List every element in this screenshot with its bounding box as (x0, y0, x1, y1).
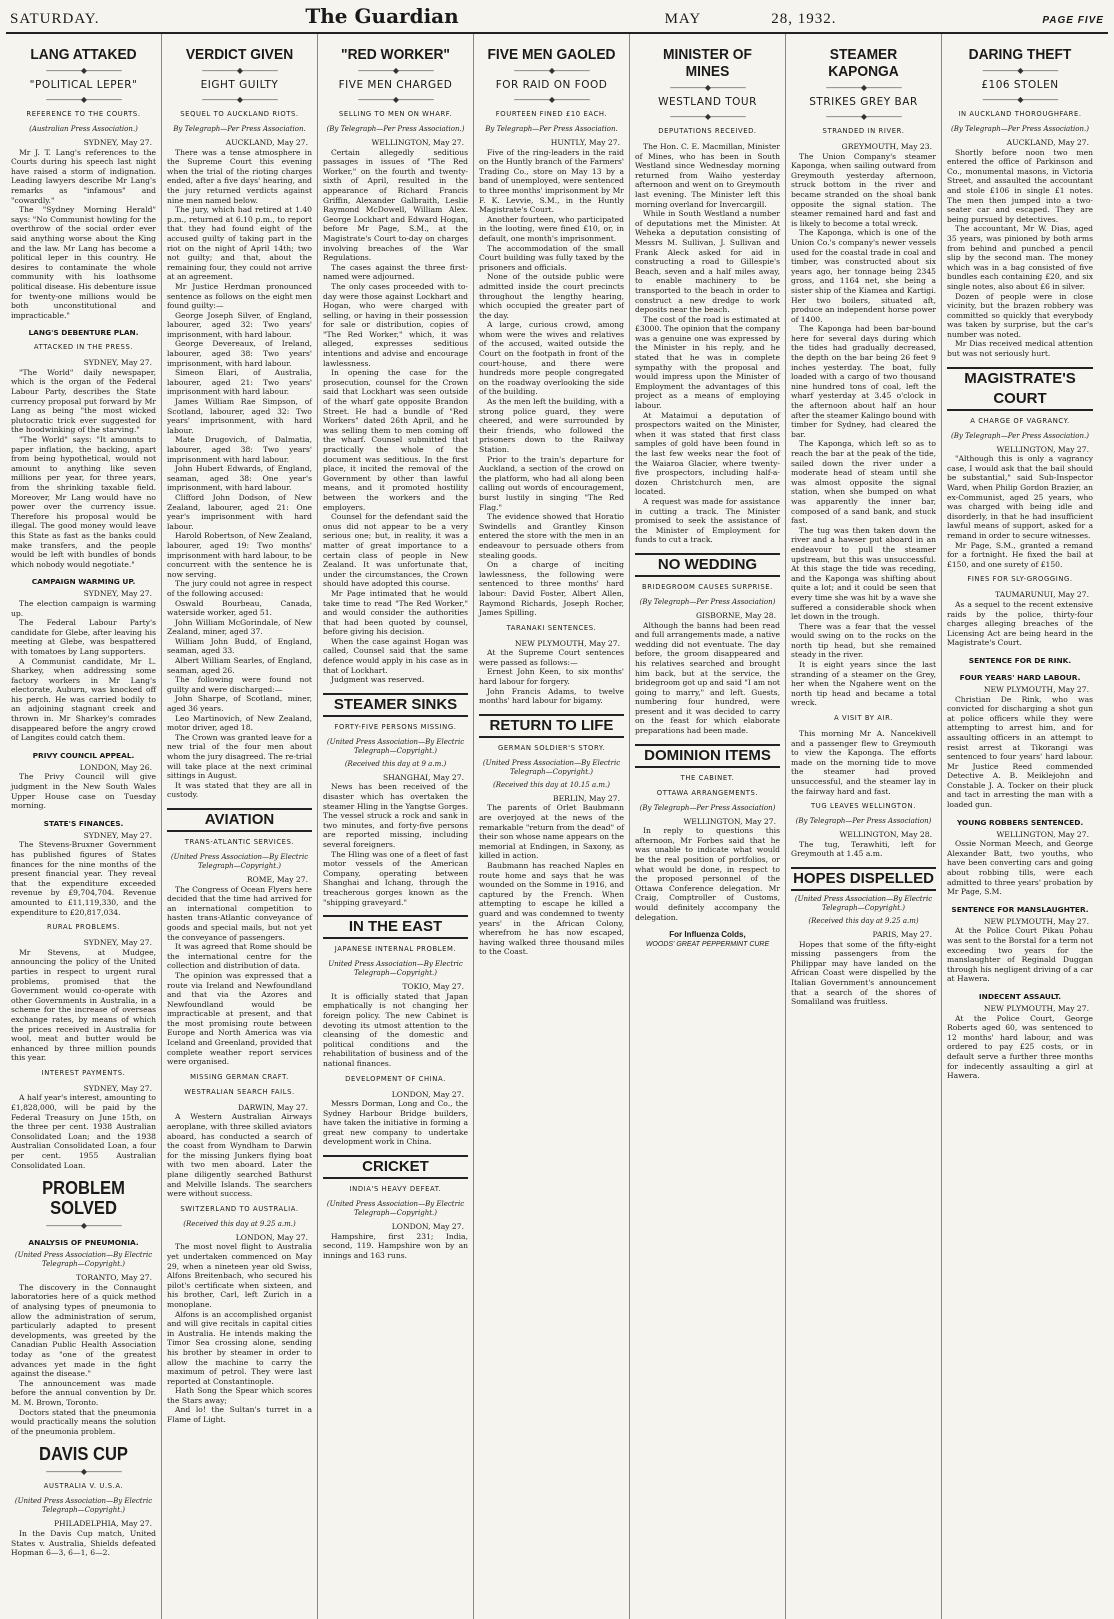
section-heading: SWITZERLAND TO AUSTRALIA. (180, 1204, 299, 1213)
ornament-rule (947, 96, 1093, 104)
dateline: AUCKLAND, May 27. (1006, 138, 1089, 147)
paragraph: James William Rae Simpson, of Scotland, labourer, aged 32: Two years' imprisonment, with hard labour. (167, 397, 312, 435)
paragraph: Ossie Norman Meech, and George Alexander Batt, two youths, who have been converting cars and going about robbing tills, were each admitted to three years' probation by Mr Page, S.M. (947, 839, 1093, 897)
paragraph: In the Davis Cup match, United States v. Australia, Shields defeated Hopman 6—3, 6—1, 6—2. (11, 1528, 156, 1558)
dateline: NEW PLYMOUTH, May 27. (983, 916, 1089, 926)
paragraph: Ernest John Keen, to six months' hard labour for forgery. (479, 667, 624, 687)
dateline: NEW PLYMOUTH, May 27. (983, 1003, 1089, 1013)
paragraph: It is eight years since the last stranding of a steamer on the Grey, her when the Ngahere went on the north tip head and became a total wreck. (791, 660, 936, 708)
bold-heading: LANG'S DEBENTURE PLAN. (28, 328, 139, 338)
paragraph: The announcement was made before the annual convention by Dr. M. M. Brown, Toronto. (11, 1378, 156, 1407)
dateline: TORANTO, May 27. (76, 1273, 152, 1283)
paragraph: Oswald Bourbeau, Canada, waterside worker, aged 51. (167, 598, 312, 618)
bold-heading: CAMPAIGN WARMING UP. (31, 577, 136, 587)
paragraph: The discovery in the Connaught laboratories here of a quick method of analysing types of pneumonia to allow the administration of serum, particularly adapted to present developments, was greeted by the Canadian Public Health Association today as "one of the greatest advances yet made in the fight against the disease." (11, 1282, 156, 1379)
bold-heading: STATE'S FINANCES. (43, 818, 124, 828)
paragraph: Hath Song the Spear which scores the Stars away; (167, 1386, 312, 1405)
paragraph: The Stevens-Bruxner Government has published figures of States finances for the nine months of the present financial year. They reveal that the expenditure exceeded revenue by £9,704,704. Revenue amounted to £11,119,330, and the expenditure to £20,817,034. (11, 840, 156, 917)
paragraph: News has been received of the disaster which has overtaken the steamer Hling in the Yangtse Gorges. The vessel struck a rock and sank in two minutes, and forty-five persons are reported missing, including several foreigners. (323, 782, 468, 849)
press-credit: (By Telegraph—Per Press Association.) (326, 125, 465, 133)
paragraph: When the case against Hogan was called, Counsel said that the same defence would apply in his case as in that of Lockhart. (323, 636, 468, 675)
paragraph: In reply to questions this afternoon, Mr Forbes said that he was unable to indicate what would be the real position of portfolios, or what would be done, in respect to the proposed personnel of the Ottawa Conference delegation. Mr Craig, Comptroller of Customs, would definitely accompany the delegation. (635, 826, 780, 922)
boxed-headline: STEAMER SINKS (323, 693, 468, 717)
press-credit: (United Press Association—By Electric Telegraph—Copyright.) (326, 1200, 465, 1218)
ornament-rule (947, 67, 1093, 75)
paragraph: Harold Robertson, of New Zealand, labourer, aged 19: Two months' imprisonment with hard labour, to be concurrent with the sentence he is now serving. (167, 531, 312, 579)
boxed-headline: RETURN TO LIFE (479, 714, 624, 738)
paragraph: It was stated that they are all in custody. (167, 780, 312, 800)
paragraph: The Kaponga, which left so as to reach the bar at the peak of the tide, sailed down the river under a moderate head of steam until she was almost opposite the signal station, when she bumped on what was apparently the inner bar, composed of a sand bank, and stuck fast. (791, 439, 936, 526)
ornament-rule (323, 67, 468, 75)
ornament-rule (167, 96, 312, 104)
paragraph: On a charge of inciting lawlessness, the following were sentenced to three months' hard labour: David Foster, Albert Allen, Raymond Richards, Joseph Rocher, James Spilling. (479, 560, 624, 618)
press-credit: (Australian Press Association.) (29, 125, 138, 133)
bold-heading: PRIVY COUNCIL APPEAL. (32, 750, 135, 760)
section-heading: DEVELOPMENT OF CHINA. (345, 1074, 446, 1083)
ornament-rule (167, 67, 312, 75)
section-heading: BRIDEGROOM CAUSES SURPRISE. (642, 582, 773, 591)
headline: MINISTER OF MINES (663, 46, 752, 80)
dateline: SYDNEY, May 27. (83, 358, 152, 368)
section-heading: SEQUEL TO AUCKLAND RIOTS. (180, 110, 299, 118)
section-heading: INTEREST PAYMENTS. (41, 1068, 126, 1077)
dateline: PARIS, May 27. (872, 929, 932, 939)
bold-heading: ANALYSIS OF PNEUMONIA. (28, 1238, 139, 1248)
paragraph: The Crown was granted leave for a new trial of the four men about whom the jury disagreed. The re-trial will take place at the next criminal sittings in August. (167, 732, 312, 781)
paragraph: At Mataimui a deputation of prospectors waited on the Minister, when it was stated that first class samples of gold have been found in the last few weeks near the foot of the Waiaroa Glacier, where twenty-five prospectors, including half-a-dozen Christchurch men, are located. (635, 410, 780, 497)
bold-heading: INDECENT ASSAULT. (978, 991, 1062, 1001)
column-4 (474, 34, 630, 1619)
headline: DAVIS CUP (39, 1444, 128, 1465)
section-heading: A CHARGE OF VAGRANCY. (970, 416, 1070, 425)
paragraph: At the Police Court, George Roberts aged 60, was sentenced to 12 months' hard labour, and was ordered to pay £25 costs, or in default serve a further three months for indecently assaulting a girl at Hawera. (947, 1013, 1093, 1081)
column-7 (942, 34, 1098, 1619)
paragraph: The Hon. C. E. Macmillan, Minister of Mines, who has been in South Westland since Wednesday morning returned from Waiho yesterday afternoon and went on to Greymouth last evening. The Minister left this morning overland for Invercargill. (635, 142, 780, 209)
boxed-headline: AVIATION (167, 808, 312, 832)
section-heading: IN AUCKLAND THOROUGHFARE. (958, 110, 1082, 118)
ornament-rule (635, 113, 780, 121)
paragraph: None of the outside public were admitted inside the court precincts throughout the lengthy hearing, which occupied the greater part of the day. (479, 272, 624, 320)
section-heading: MISSING GERMAN CRAFT. (190, 1072, 289, 1081)
paragraph: Hopes that some of the fifty-eight missing passengers from the Philippar may have landed on the African Coast were dispelled by the Italian Government's announcement that a search of the shores of Somaliland was fruitless. (791, 939, 936, 1007)
paragraph: Counsel for the defendant said the onus did not appear to be a very serious one; but, in reality, it was a matter of great importance to a certain class of people in New Zealand. It was unfortunate that, under the circumstances, the Crown should have adopted this course. (323, 512, 468, 589)
paragraph: Dozen of people were in close vicinity, but the brazen robbery was committed so quickly that everybody was taken by surprise, but the car's number was noted. (947, 291, 1093, 339)
dateline: GISBORNE, May 28. (695, 610, 776, 620)
dateline: SYDNEY, May 27. (83, 589, 152, 599)
dateline: ROME, May 27. (246, 874, 308, 884)
column-2 (162, 34, 318, 1619)
paragraph: Shortly before noon two men entered the office of Parkinson and Co., monumental masons, in Victoria Street, and assaulted the accountant and stole £106 in single £1 notes. The men then jumped into a two-seater car and escaped. They are being pursued by detectives. (947, 147, 1093, 224)
bold-heading: SENTENCE FOR MANSLAUGHTER. (951, 904, 1089, 914)
paragraph: Simeon Elari, of Australia, labourer, aged 21: Two years' imprisonment with hard labour. (167, 368, 312, 397)
paragraph: Another fourteen, who participated in the looting, were fined £10, or, in default, one month's imprisonment. (479, 214, 624, 243)
paragraph: The "Sydney Morning Herald" says: "No Communist howling for the overthrow of the social order ever said anything worse about the King and the law. Mr Lang has become a political leper in this country. He desires to contaminate the whole community with his loathsome political disease. His debenture issue for twenty-one millions would be both unconstitutional and impracticable." (11, 205, 156, 320)
paragraph: John Francis Adams, to twelve months' hard labour for bigamy. (479, 686, 624, 706)
column-3 (318, 34, 474, 1619)
columns-container (6, 34, 1108, 1619)
dateline: NEW PLYMOUTH, May 27. (514, 638, 620, 648)
press-credit: (United Press Association—By Electric Telegraph—Copyright.) (14, 1497, 153, 1515)
paragraph: A large, curious crowd, among whom were the wives and relatives of the accused, waited outside the Court on the footpath in front of the court-house, and there were hundreds more people congregated on the roadway overlooking the side of the building. (479, 320, 624, 397)
press-credit: (United Press Association—By Electric Telegraph—Copyright.) (482, 758, 621, 776)
paragraph: "The World" says: "It amounts to paper inflation, the backing, apart from being hypothetical, would not amount to anything like seven millions per year, for three years, from the shrinking taxable field. Moreover, Mr Lang would have no power over the currency issue. Therefore his proposal would be illegal. The good money would leave this State as fast as the banks could make transfers, and the people would be left with bundles of bonds which nobody would negotiate." (11, 435, 156, 569)
paragraph: "The World" daily newspaper, which is the organ of the Federal Labour Party, describes the State currency proposal put forward by Mr Lang as being "the most wicked plutocratic trick ever suggested for the hoodwinking of the starving." (11, 367, 156, 435)
subheadline: WESTLAND TOUR (658, 96, 757, 108)
section-heading: GERMAN SOLDIER'S STORY. (498, 743, 605, 752)
headline: PROBLEM SOLVED (42, 1178, 125, 1219)
press-credit: (By Telegraph—Per Press Association) (639, 803, 776, 812)
section-heading: WESTRALIAN SEARCH FAILS. (184, 1087, 295, 1096)
paragraph: "Although this is only a vagrancy case, I would ask that the bail should be substantial," said Sub-Inspector Ward, when Philip Gordon Brazier, an ex-Communist, aged 25 years, who was charged with being idle and disorderly, in that he had insufficient lawful means of support, asked for a remand in order to secure witnesses. (947, 454, 1093, 540)
paragraph: The only cases proceeded with to-day were those against Lockhart and Hogan, who were charged with selling, or having in their possession for sale or distribution, copies of "The Red Worker," which, it was alleged, expresses seditious intentions and advise and encourage lawlessness. (323, 281, 468, 368)
section-heading: SELLING TO MEN ON WHARF. (339, 110, 452, 118)
paragraph: The tug was then taken down the river and a hawser put aboard in an endeavour to pull the steamer upstream, but this was unsuccessful. At this stage the tide was receding, and the Kaponga was shifting about quite a lot; and it could be seen that every time she was hit by a wave she suffered a considerable shock when let down in the trough. (791, 525, 936, 622)
bold-heading: SENTENCE FOR DE RINK. (968, 655, 1072, 665)
bold-heading: FOUR YEARS' HARD LABOUR. (959, 672, 1081, 682)
ornament-rule (11, 67, 156, 75)
paragraph: A request was made for assistance in cutting a track. The Minister promised to seek the assistance of the Minister of Employment for funds to cut a track. (635, 496, 780, 545)
section-heading: A VISIT BY AIR. (834, 714, 893, 723)
paragraph: Judgment was reserved. (331, 675, 425, 685)
press-credit: (By Telegraph—Per Press Association.) (951, 431, 1089, 440)
ornament-rule (11, 1468, 156, 1476)
paragraph: Hampshire, first 231; India, second, 119. Hampshire won by an innings and 163 runs. (323, 1231, 468, 1260)
paragraph: The Hling was one of a fleet of fast motor vessels of the American Company, operating between Shanghai and Ichang, through the treacherous gorges known as the "shipping graveyard." (323, 849, 468, 907)
paragraph: Prior to the train's departure for Auckland, a section of the crowd on the platform, who had all along been calling out words of encouragement, burst lustily in singing "The Red Flag." (479, 454, 624, 512)
press-credit: United Press Association—By Electric Telegraph—Copyright.) (328, 960, 463, 978)
press-credit: (By Telegraph—Per Press Association) (795, 817, 932, 826)
bold-heading: YOUNG ROBBERS SENTENCED. (956, 817, 1084, 827)
paragraph: Messrs Dorman, Long and Co., the Sydney Harbour Bridge builders, have taken the initiative in forming a great new company to undertake development work in China. (323, 1099, 468, 1147)
dateline: LONDON, May 27. (391, 1089, 464, 1099)
section-heading: INDIA'S HEAVY DEFEAT. (349, 1185, 442, 1194)
subheadline: FIVE MEN CHARGED (338, 79, 453, 91)
masthead (6, 4, 1108, 34)
ornament-rule (791, 84, 936, 92)
paragraph: And lo! the Sultan's turret in a Flame of Light. (167, 1405, 312, 1425)
ad-line: For Influenza Colds, (669, 930, 746, 940)
subheadline: "POLITICAL LEPER" (29, 79, 138, 91)
press-credit: (United Press Association—By Electric Telegraph—Copyright.) (794, 894, 933, 912)
paragraph: A half year's interest, amounting to £1,828,000, will be paid by the Federal Treasury on June 15th, on the three per cent. 1938 Australian Consolidated Loan; and the 1938 Australian Consolidated Loan, a four per cent. 1955 Australian Consolidated Loan. (11, 1093, 156, 1170)
headline: FIVE MEN GAOLED (487, 46, 616, 63)
press-credit: (Received this day at 9.25 a.m.) (183, 1219, 296, 1228)
paragraph: The evidence showed that Horatio Swindells and Grantley Kinson entered the store with the men in an endeavour to persuade others from stealing goods. (479, 512, 624, 560)
ornament-rule (635, 84, 780, 92)
press-credit: (Received this day at 9 a.m.) (344, 759, 447, 768)
paragraph: While in South Westland a number of deputations met the Minister. At Weheka a deputation consisting of Messrs M. Sullivan, J. Sullivan and Frank Aleck asked for aid in constructing a road to Gillespie's Beach, seven and a half miles away, to enable machinery to be transported to the beach in order to construct a new dredge to work deposits near the beach. (635, 209, 780, 315)
paragraph: Mr J. T. Lang's references to the Courts during his speech last night have raised a storm of indignation. Leading lawyers describe Mr Lang's remarks as "infamous" and "cowardly." (11, 147, 156, 205)
paragraph: A Western Australian Airways aeroplane, with three skilled aviators aboard, has conducted a search of the coast from Wyndham to Darwin for the missing Junkers flying boat with two men aboard. Later the plane diligently searched Bathurst and Melville Islands. The searchers were without success. (167, 1112, 312, 1199)
section-heading: FOURTEEN FINED £10 EACH. (495, 110, 608, 118)
paragraph: The Congress of Ocean Flyers here decided that the time had arrived for an international competition to hasten trans-Atlantic conveyance of goods and special mails, but not yet the conveyance of passengers. (167, 884, 312, 942)
headline: LANG ATTAKED (30, 46, 137, 63)
paragraph: George Devereaux, of Ireland, labourer, aged 38: Two years' imprisonment, with hard labour. (167, 339, 312, 368)
paragraph: The following were found not guilty and were discharged:— (167, 675, 312, 694)
masthead-date: 28, 1932. (771, 11, 837, 27)
masthead-title: The Guardian (305, 4, 459, 28)
masthead-day: SATURDAY. (10, 11, 100, 27)
paragraph: The election campaign is warming up. (11, 598, 156, 618)
headline: VERDICT GIVEN (185, 46, 294, 63)
paragraph: Five of the ring-leaders in the raid on the Huntly branch of the Farmers' Trading Co., store on May 13 by a band of unemployed, were sentenced to three months' imprisonment by Mr F. K. Levvie, S.M., in the Huntly Magistrate's Court. (479, 147, 624, 215)
column-5 (630, 34, 786, 1619)
paragraph: Mr Dias received medical attention but was not seriously hurt. (947, 339, 1093, 359)
ornament-rule (323, 96, 468, 104)
dateline: TOKIO, May 27. (402, 982, 464, 992)
section-heading: OTTAWA ARRANGEMENTS. (656, 788, 759, 797)
paragraph: Mr Justice Herdman pronounced sentence as follows on the eight men found guilty:— (167, 281, 312, 311)
paragraph: A Communist candidate, Mr L. Sharkey, when addressing some factory workers in Mr Lang's electorate, Auburn, was knocked off his perch. He was carried bodily to an adjoining stagnant creek and thrown in. Mr Sharkey's comrades disappeared before the angry crowd of Langites could catch them. (11, 656, 156, 743)
paragraph: John Hubert Edwards, of England, seaman, aged 38: One year's imprisonment, with hard labour. (167, 464, 312, 493)
boxed-headline: MAGISTRATE'S COURT (947, 367, 1093, 411)
paragraph: Mr Page intimated that he would take time to read "The Red Worker," and would consider the authorities that had been quoted by counsel, before giving his decision. (323, 588, 468, 637)
paragraph: Certain allegedly seditious passages in issues of "The Red Worker," on the fourth and twenty-sixth of April, resulted in the appearance of Richard Francis Griffin, Alexander Galbraith, Leslie Raymond McDowell, William Alex. George Lockhart and Edward Hogan, before Mr Page, S.M., at the Magistrate's Court to-day on charges involving breaches of the War Regulations. (323, 147, 468, 263)
dateline: SHANGHAI, May 27. (382, 772, 464, 782)
paragraph: The Federal Labour Party's candidate for Glebe, after leaving his meeting at Glebe, was bespattered with tomatoes by Lang supporters. (11, 618, 156, 656)
boxed-headline: DOMINION ITEMS (635, 744, 780, 768)
dateline: TAUMARUNUI, May 27. (995, 590, 1089, 600)
dateline: LONDON, May 27. (391, 1222, 464, 1232)
paragraph: The jury could not agree in respect of the following accused: (167, 579, 312, 598)
dateline: AUCKLAND, May 27. (225, 138, 308, 147)
paragraph: Alfons is an accomplished organist and will give recitals in capital cities in Australia. He intends making the Timor Sea crossing alone, sending his brother by steamer in order to allow the machine to carry the maximum of petrol. They were last reported at Constantinople. (167, 1309, 312, 1386)
paragraph: The Kaponga had been bar-bound here for several days during which the tides had gradually decreased, the depth on the bar being 26 feet 9 inches yesterday. The boat, fully loaded with a cargo of two thousand nine hundred tons of coal, left the wharf yesterday at 3.45 o'clock in the afternoon about half an hour after the steamer Kalingo bound with timber for Sydney, had cleared the bar. (791, 324, 936, 439)
paragraph: In opening the case for the prosecution, counsel for the Crown said that Lockhart was seen outside of the wharf gate opposite Brandon Street. He had a bundle of "Red Workers" dated 26th April, and he was selling them to men coming off the wharf. Counsel submitted that practically the whole of the document was seditious. In the first place, it incited the removal of the Government by other than lawful means, and it promoted hostility between the workers and the employers. (323, 368, 468, 512)
paragraph: Although the banns had been read and full arrangements made, a native wedding did not eventuate. The day before, the groom disappeared and his relatives searched and brought him back, but at the service, the bridegroom got up and said "I am not going to marry," and left. Guests, numbering four hundred, were present and it was decided to carry on the feast for which elaborate preparations had been made. (635, 620, 780, 736)
paragraph: Albert William Searles, of England, seaman, aged 26. (167, 656, 312, 675)
dateline: NEW PLYMOUTH, May 27. (983, 684, 1089, 694)
boxed-headline: IN THE EAST (323, 915, 468, 939)
press-credit: (Received this day at 9.25 a.m) (808, 916, 919, 925)
boxed-headline: NO WEDDING (635, 553, 780, 577)
column-6 (786, 34, 942, 1619)
paragraph: This morning Mr A. Nancekivell and a passenger flew to Greymouth to view the Kaponga. The efforts made on the morning tide to move the steamer had proved unsuccessful, and the steamer lay in the fairway hard and fast. (791, 729, 936, 796)
paragraph: As a sequel to the recent extensive raids by the police, thirty-four charges alleging breaches of the Licensing Act are being heard in the Magistrate's Court. (947, 599, 1093, 648)
paragraph: George Joseph Silver, of England, labourer, aged 32: Two years' imprisonment, with hard labour. (167, 310, 312, 339)
paragraph: The tug, Terawhiti, left for Greymouth at 1.45 a.m. (791, 839, 936, 859)
press-credit: (United Press Association—By Electric Telegraph—Copyright.) (170, 852, 309, 870)
dateline: WELLINGTON, May 27. (996, 444, 1089, 454)
dateline: WELLINGTON, May 27. (371, 138, 464, 147)
dateline: LONDON, May 27. (235, 1232, 308, 1242)
paragraph: The Union Company's steamer Kaponga, when sailing outward from Greymouth yesterday afternoon, struck bottom in the river and became stranded on the shoal bank opposite the signal station. The steamer remained hard and fast and is likely to become a total wreck. (791, 151, 936, 228)
paragraph: At the Supreme Court sentences were passed as follows:— (479, 648, 624, 667)
paragraph: The accommodation of the small Court building was fully taxed by the prisoners and officials. (479, 243, 624, 272)
section-heading: TARANAKI SENTENCES. (506, 623, 597, 632)
ad-product-name: WOODS' GREAT PEPPERMINT CURE (645, 940, 770, 948)
press-credit: (United Press Association—By Electric Telegraph—Copyright.) (326, 737, 465, 755)
paragraph: Mr Stevens, at Mudgee, announcing the policy of the United parties in respect to urgent rural problems, promised that the Government would co-operate with other Governments in Australia, in a scheme for the increase of overseas exchange rates, by means of which the prices received in Australia for wool, meat and butter would be enhanced by three million pounds this year. (11, 947, 156, 1063)
paragraph: The cost of the road is estimated at £3000. The opinion that the company was a genuine one was expressed by the Minister in his reply, and he stated that he was in complete sympathy with the proposal and would impress upon the Minister of Employment the advantages of this project as a means of employing labour. (635, 314, 780, 411)
ornament-rule (11, 96, 156, 104)
paragraph: Mr Page, S.M., granted a remand for a fortnight. He fixed the bail at £150, and one surety of £150. (947, 540, 1093, 569)
section-heading: TRANS-ATLANTIC SERVICES. (184, 837, 295, 846)
paragraph: The Kaponga, which is one of the Union Co.'s company's newer vessels used for the coastal trade in coal and timber, was constructed about six years ago, her tonnage being 2345 gross, and 1164 net, she being a sister ship of the Kiamea and Kartigi. Her two boilers, situated aft, produce an independent horse power of 1400. (791, 228, 936, 324)
dateline: SYDNEY, May 27. (83, 1083, 152, 1093)
headline: STEAMER KAPONGA (828, 46, 899, 80)
masthead-month: MAY (664, 11, 702, 27)
dateline: WELLINGTON, May 27. (683, 816, 776, 826)
dateline: DARWIN, May 27. (238, 1102, 308, 1112)
press-credit: By Telegraph—Per Press Association. (173, 125, 306, 133)
paragraph: The opinion was expressed that a route via Ireland and Newfoundland and that via the Azores and Newfoundland would be impracticable at present, and that the most promising route between Europe and North America was via Iceland and Greenland, provided that complete weather report services were organised. (167, 970, 312, 1067)
section-heading: DEPUTATIONS RECEIVED. (658, 127, 757, 135)
subheadline: FOR RAID ON FOOD (495, 79, 608, 91)
paragraph: The cases against the three first-named were adjourned. (323, 262, 468, 282)
paragraph: The Privy Council will give judgment in the New South Wales Upper House case on Tuesday morning. (11, 772, 156, 811)
press-credit: (United Press Association—By Electric Telegraph—Copyright.) (14, 1251, 153, 1269)
ornament-rule (11, 1222, 156, 1230)
dateline: GREYMOUTH, May 23. (841, 142, 932, 151)
subheadline: EIGHT GUILTY (200, 79, 279, 91)
dateline: SYDNEY, May 27. (83, 138, 152, 147)
section-heading: AUSTRALIA V. U.S.A. (43, 1482, 124, 1491)
headline: "RED WORKER" (341, 46, 450, 63)
section-heading: REFERENCE TO THE COURTS. (26, 110, 141, 118)
press-credit: (By Telegraph—Per Press Association) (639, 597, 776, 606)
section-heading: STRANDED IN RIVER. (822, 127, 905, 135)
paragraph: There was a tense atmosphere in the Supreme Court this evening when the trial of the rioting charges ended, after a five days' hearing, and the jury returned verdicts against nine men named below. (167, 147, 312, 205)
ornament-rule (791, 113, 936, 121)
press-credit: (Received this day at 10.15 a.m.) (493, 780, 610, 789)
masthead-date-group (665, 11, 837, 28)
paragraph: Christian De Rink, who was convicted for discharging a shot gun at police officers while they were attempting to arrest him, and for assaulting officers in an attempt to resist arrest at Tikorangi was sentenced to four years' hard labour. Mr Justice Reed commended Detective A. B. Meiklejohn and Constable J. A. Tocker on their pluck and tact in arresting the man with a loaded gun. (947, 694, 1093, 810)
dateline: WELLINGTON, May 28. (839, 830, 932, 840)
paragraph: It was agreed that Rome should be the international centre for the collection and distribution of data. (167, 942, 312, 971)
subheadline: STRIKES GREY BAR (809, 96, 918, 108)
advertisement (635, 930, 780, 949)
paragraph: There was a fear that the vessel would swing on to the rocks on the north tip head, but she remained steady in the river. (791, 621, 936, 660)
paragraph: Baubmann has reached Naples en route home and says that he was wounded on the Somme in 1916, and captured by the French. When attempting to escape he killed a guard and was condemned to twenty years' in the African Colony, wherefrom he has now escaped, having walked three thousand miles to the Coast. (479, 861, 624, 957)
press-credit: By Telegraph—Per Press Association. (485, 125, 618, 133)
subheadline: £106 STOLEN (981, 79, 1059, 91)
paragraph: Mate Drugovich, of Dalmatia, labourer, aged 38: Two years' imprisonment with hard labour. (167, 435, 312, 464)
dateline: PHILADELPHIA, May 27. (53, 1519, 152, 1529)
paragraph: The jury, which had retired at 1.40 p.m., returned at 6.10 p.m., to report that they had found eight of the accused guilty of taking part in the riot on the night of April 14th; two not guilty; and that, about the remaining four, they could not arrive at an agreement. (167, 205, 312, 282)
section-heading: RURAL PROBLEMS. (47, 923, 120, 932)
paragraph: John Sharpe, of Scotland, miner, aged 36 years. (167, 694, 312, 714)
paragraph: At the Police Court Pikau Pohau was sent to the Borstal for a term not exceeding two years for the manslaughter of Reginald Duggan through his negligent driving of a car at Hawera. (947, 926, 1093, 984)
paragraph: The accountant, Mr W. Dias, aged 35 years, was pinioned by both arms from behind and punched a pencil slip by the second man. The money which was in a bag consisted of five bundles each containing £20, and six single notes, also about £6 in silver. (947, 224, 1093, 291)
dateline: BERLIN, May 27. (553, 793, 620, 803)
column-1 (6, 34, 162, 1619)
ornament-rule (479, 67, 624, 75)
paragraph: The parents of Orlet Baubmann are overjoyed at the news of the remarkable "return from the dead" of their son whose name appears on the memorial at Endingen, in Saxony, as killed in action. (479, 803, 624, 861)
paragraph: As the men left the building, with a strong police guard, they were cheered, and were surrounded by their friends, who followed the prisoners down to the Railway Station. (479, 397, 624, 454)
dateline: SYDNEY, May 27. (83, 938, 152, 948)
dateline: HUNTLY, May 27. (550, 138, 620, 147)
paragraph: The most novel flight to Australia yet undertaken commenced on May 29, when a nineteen year old Swiss, Alfons Breitenbach, who secured his pilot's certificate when sixteen, and his brother, Carl, left Zurich in a monoplane. (167, 1242, 312, 1309)
paragraph: William John Budd, of England, seaman, aged 33. (167, 636, 312, 656)
paragraph: Doctors stated that the pneumonia would practically means the solution of the pneumonia problem. (11, 1407, 156, 1436)
section-heading: JAPANESE INTERNAL PROBLEM. (334, 945, 457, 954)
section-heading: TUG LEAVES WELLINGTON. (811, 802, 916, 811)
paragraph: Clifford John Dodson, of New Zealand, labourer, aged 21: One year's imprisonment with hard labour. (167, 492, 312, 531)
paragraph: John William McGorindale, of New Zealand, miner, aged 37. (167, 617, 312, 637)
dateline: SYDNEY, May 27. (83, 830, 152, 840)
paragraph: Leo Martinovich, of New Zealand, motor driver, aged 18. (167, 713, 312, 733)
section-heading: FINES FOR SLY-GROGGING. (967, 575, 1073, 584)
section-heading: ATTACKED IN THE PRESS. (33, 343, 134, 352)
paragraph: It is officially stated that Japan emphatically is not changing her foreign policy. The new Cabinet is devoting its utmost attention to the cleansing of the domestic and political conditions and the rehabilitation of business and of the national finances. (323, 991, 468, 1068)
page-number: PAGE FIVE (1042, 15, 1104, 26)
press-credit: (By Telegraph—Per Press Association.) (951, 125, 1089, 133)
boxed-headline: HOPES DISPELLED (791, 867, 936, 891)
headline: DARING THEFT (968, 46, 1072, 63)
dateline: WELLINGTON, May 27. (996, 829, 1089, 839)
boxed-headline: CRICKET (323, 1155, 468, 1179)
section-heading: FORTY-FIVE PERSONS MISSING. (334, 722, 457, 731)
ornament-rule (479, 96, 624, 104)
dateline: LONDON, May 26. (79, 762, 152, 772)
section-heading: THE CABINET. (680, 773, 735, 782)
